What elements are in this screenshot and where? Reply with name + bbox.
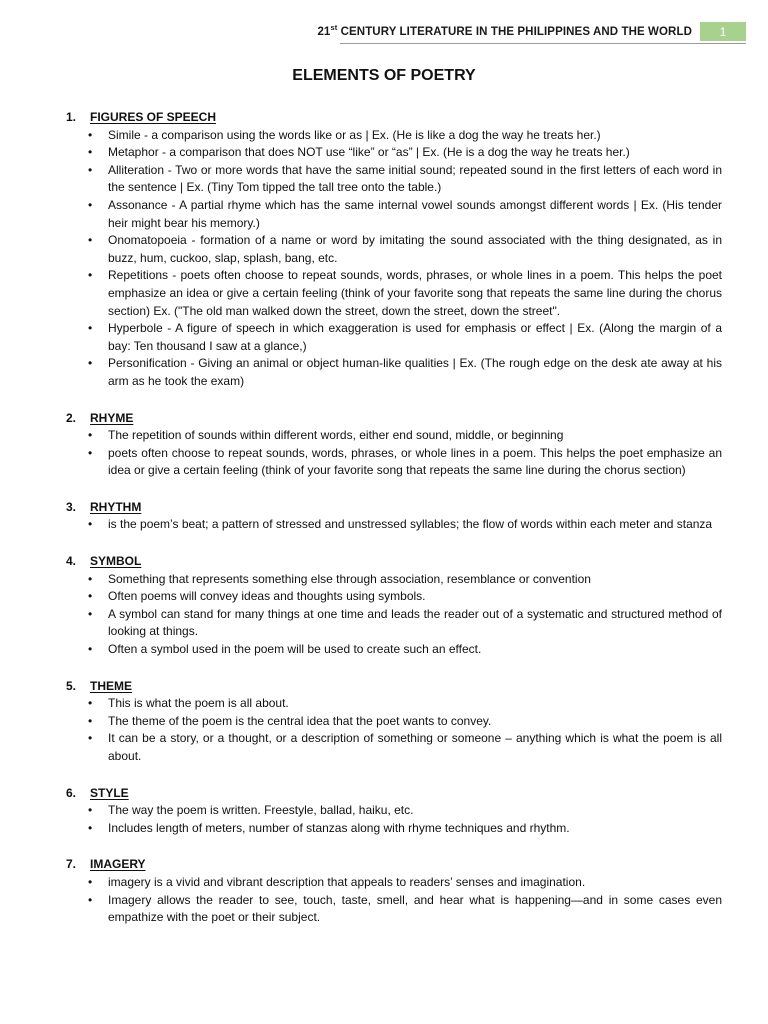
section-number: 7. — [66, 857, 77, 872]
list-item-text: Imagery allows the reader to see, touch, taste, smell, and hear what is happening—and in some cases even empathize with the poet or their subject. — [108, 892, 722, 925]
list-item-text: Personification - Giving an animal or object human-like qualities | Ex. (The rough edge on the desk ate away at his arm as he took the exam) — [108, 356, 722, 388]
list-item-text: A symbol can stand for many things at one time and leads the reader out of a systematic and structured method of looking at things. — [108, 606, 722, 639]
section-style — [66, 785, 722, 838]
list-item — [86, 820, 722, 838]
section-heading — [66, 499, 722, 517]
section-rhythm — [66, 499, 722, 534]
section-number: 2. — [66, 410, 77, 425]
header-divider — [340, 43, 746, 44]
list-item-text: The theme of the poem is the central idea that the poet wants to convey. — [108, 713, 492, 728]
bullet-icon: • — [88, 162, 93, 177]
list-item-text: This is what the poem is all about. — [108, 696, 289, 711]
list-item — [86, 127, 722, 145]
bullet-list — [66, 571, 722, 659]
section-heading — [66, 856, 722, 874]
section-number: 3. — [66, 499, 77, 514]
list-item — [86, 445, 722, 480]
list-item-text: Often poems will convey ideas and thoughts using symbols. — [108, 589, 426, 604]
list-item — [86, 695, 722, 713]
bullet-icon: • — [88, 321, 93, 336]
section-title: IMAGERY — [90, 857, 146, 872]
list-item-text: The way the poem is written. Freestyle, ballad, haiku, etc. — [108, 803, 414, 818]
list-item — [86, 162, 722, 197]
list-item — [86, 571, 722, 589]
list-item — [86, 320, 722, 355]
bullet-icon: • — [88, 571, 93, 586]
list-item — [86, 197, 722, 232]
section-figures-of-speech — [66, 109, 722, 391]
bullet-icon: • — [88, 127, 93, 142]
bullet-list — [66, 516, 722, 534]
running-header — [317, 22, 746, 41]
list-item-text: Metaphor - a comparison that does NOT use “like” or “as” | Ex. (He is a dog the way he treats her.) — [108, 145, 630, 160]
bullet-list — [66, 695, 722, 765]
bullet-list — [66, 127, 722, 391]
list-item — [86, 427, 722, 445]
bullet-icon: • — [88, 233, 93, 248]
list-item-text: Includes length of meters, number of stanzas along with rhyme techniques and rhythm. — [108, 820, 570, 835]
section-title: RHYTHM — [90, 499, 142, 514]
list-item — [86, 355, 722, 390]
section-title: THEME — [90, 678, 132, 693]
list-item-text: The repetition of sounds within different words, either end sound, middle, or beginning — [108, 428, 564, 443]
list-item-text: Alliteration - Two or more words that have the same initial sound; repeated sound in the first letters of each word in the sentence | Ex. (Tiny Tom tipped the tall tree onto the table.) — [108, 162, 722, 195]
section-heading — [66, 553, 722, 571]
list-item — [86, 892, 722, 927]
list-item-text: poets often choose to repeat sounds, words, phrases, or whole lines in a poem. This helps the poet emphasize an idea or give a certain feeling (think of your favorite song that repeats the same line during the chorus section) — [108, 445, 722, 478]
bullet-icon: • — [88, 428, 93, 443]
bullet-icon: • — [88, 517, 93, 532]
section-rhyme — [66, 410, 722, 480]
list-item — [86, 802, 722, 820]
list-item — [86, 641, 722, 659]
header-title: 21st CENTURY LITERATURE IN THE PHILIPPINES AND THE WORLD — [317, 22, 692, 38]
bullet-icon: • — [88, 356, 93, 371]
list-item-text: Onomatopoeia - formation of a name or word by imitating the sound associated with the thing designated, as in buzz, hum, cuckoo, slap, splash, bang, etc. — [108, 233, 722, 265]
bullet-icon: • — [88, 642, 93, 657]
bullet-icon: • — [88, 606, 93, 621]
document-body — [66, 109, 722, 946]
section-title: RHYME — [90, 410, 134, 425]
bullet-icon: • — [88, 197, 93, 212]
bullet-list — [66, 802, 722, 837]
section-theme — [66, 678, 722, 766]
section-heading — [66, 678, 722, 696]
section-heading — [66, 785, 722, 803]
bullet-icon: • — [88, 696, 93, 711]
bullet-icon: • — [88, 874, 93, 889]
bullet-icon: • — [88, 445, 93, 460]
section-title: FIGURES OF SPEECH — [90, 110, 217, 124]
section-number: 5. — [66, 678, 77, 693]
list-item — [86, 267, 722, 320]
bullet-icon: • — [88, 820, 93, 835]
bullet-icon: • — [88, 803, 93, 818]
list-item — [86, 713, 722, 731]
section-title: SYMBOL — [90, 554, 142, 569]
bullet-icon: • — [88, 713, 93, 728]
list-item — [86, 874, 722, 892]
bullet-icon: • — [88, 268, 93, 283]
bullet-icon: • — [88, 731, 93, 746]
list-item — [86, 232, 722, 267]
bullet-icon: • — [88, 145, 93, 160]
list-item-text: Assonance - A partial rhyme which has the same internal vowel sounds amongst different words | Ex. (His tender heir might bear his memory.) — [108, 197, 722, 230]
section-number: 6. — [66, 785, 77, 800]
list-item-text: Repetitions - poets often choose to repeat sounds, words, phrases, or whole lines in a poem. This helps the poet emphasize an idea or give a certain feeling (think of your favorite song that repeats the same line during the chorus section) Ex. ("The old man walked down the street, down the street, down the street". — [108, 268, 722, 318]
bullet-icon: • — [88, 892, 93, 907]
list-item-text: Simile - a comparison using the words like or as | Ex. (He is like a dog the way he treats her.) — [108, 127, 601, 142]
section-symbol — [66, 553, 722, 659]
list-item-text: Something that represents something else through association, resemblance or convention — [108, 571, 591, 586]
section-number: 4. — [66, 554, 77, 569]
list-item-text: is the poem’s beat; a pattern of stressed and unstressed syllables; the flow of words within each meter and stanza — [108, 517, 713, 532]
section-title: STYLE — [90, 785, 129, 800]
page-number-badge: 1 — [700, 22, 746, 41]
list-item — [86, 516, 722, 534]
section-heading — [66, 109, 722, 127]
list-item — [86, 730, 722, 765]
list-item — [86, 588, 722, 606]
list-item-text: Hyperbole - A figure of speech in which exaggeration is used for emphasis or effect | Ex. (Along the margin of a bay: Ten thousand I saw at a glance,) — [108, 321, 722, 353]
section-heading — [66, 410, 722, 428]
list-item-text: Often a symbol used in the poem will be used to create such an effect. — [108, 642, 482, 657]
document-title: ELEMENTS OF POETRY — [292, 67, 476, 84]
list-item-text: It can be a story, or a thought, or a description of something or someone – anything which is what the poem is all about. — [108, 731, 722, 763]
list-item — [86, 144, 722, 162]
bullet-icon: • — [88, 589, 93, 604]
section-imagery — [66, 856, 722, 926]
list-item — [86, 606, 722, 641]
list-item-text: imagery is a vivid and vibrant description that appeals to readers’ senses and imagination. — [108, 874, 586, 889]
bullet-list — [66, 427, 722, 480]
bullet-list — [66, 874, 722, 927]
section-number: 1. — [66, 110, 77, 124]
